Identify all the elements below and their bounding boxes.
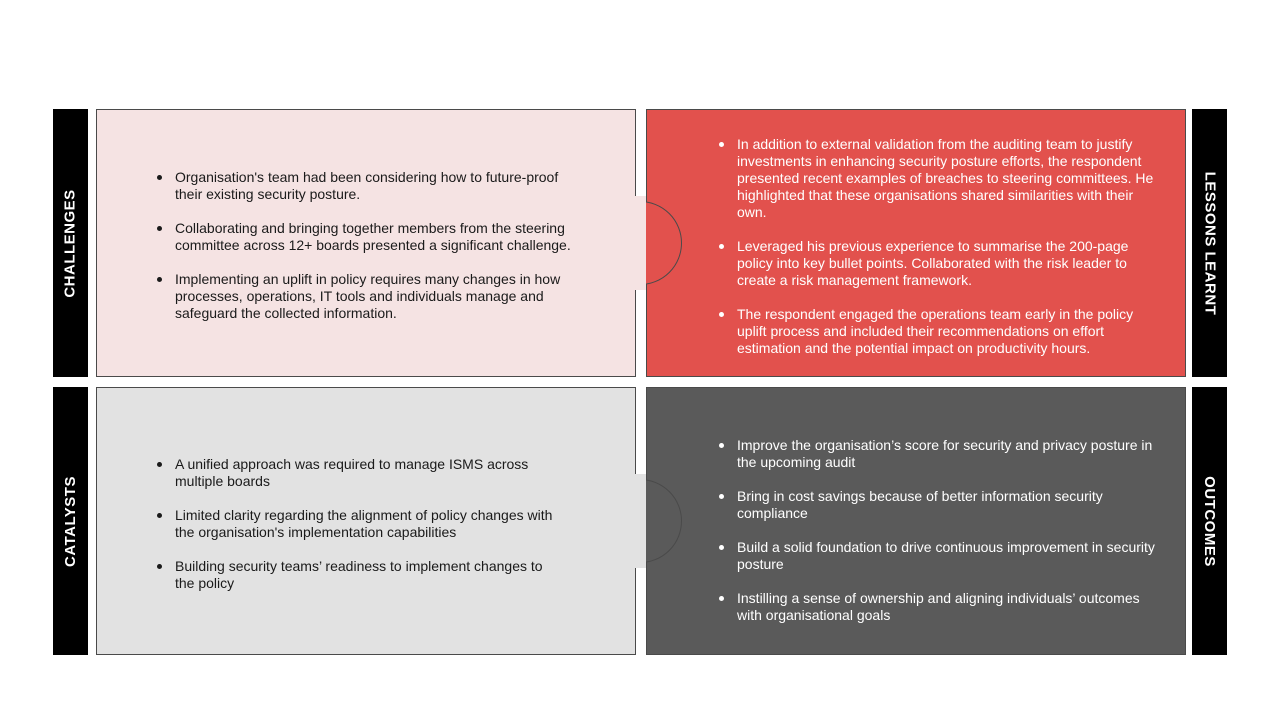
lessons-learnt-label: LESSONS LEARNT [1201, 171, 1218, 315]
lessons-learnt-item: The respondent engaged the operations team early in the policy uplift process and included their recommendations on effort estimation and the potential impact on productivity hours. [717, 306, 1157, 357]
lessons-learnt-item: In addition to external validation from the auditing team to justify investments in enhancing security posture efforts, the respondent presented recent examples of breaches to steering committees. He highlighted that these organisations shared similarities with their own. [717, 136, 1157, 221]
challenges-label-bar [53, 109, 88, 377]
lessons-learnt-list [717, 136, 1157, 357]
lessons-learnt-label-bar [1192, 109, 1227, 377]
challenges-item: Collaborating and bringing together members from the steering committee across 12+ boards presented a significant challenge. [155, 220, 575, 254]
catalysts-list [155, 456, 555, 592]
catalysts-label: CATALYSTS [62, 475, 79, 567]
catalysts-item: Building security teams’ readiness to implement changes to the policy [155, 558, 555, 592]
catalysts-item: A unified approach was required to manage ISMS across multiple boards [155, 456, 555, 490]
catalysts-panel [96, 387, 636, 655]
catalysts-item: Limited clarity regarding the alignment of policy changes with the organisation's implementation capabilities [155, 507, 555, 541]
top-knob-cover [598, 196, 646, 290]
outcomes-item: Improve the organisation’s score for security and privacy posture in the upcoming audit [717, 437, 1157, 471]
catalysts-label-bar [53, 387, 88, 655]
challenges-label: CHALLENGES [62, 188, 79, 298]
challenges-item: Implementing an uplift in policy requires many changes in how processes, operations, IT tools and individuals manage and safeguard the collected information. [155, 271, 575, 322]
lessons-learnt-panel [646, 109, 1186, 377]
lessons-learnt-item: Leveraged his previous experience to summarise the 200-page policy into key bullet points. Collaborated with the risk leader to create a risk management framework. [717, 238, 1157, 289]
challenges-item: Organisation's team had been considering how to future-proof their existing security posture. [155, 169, 575, 203]
outcomes-item: Build a solid foundation to drive continuous improvement in security posture [717, 539, 1157, 573]
bottom-knob-cover [598, 474, 646, 568]
outcomes-label: OUTCOMES [1201, 475, 1219, 567]
outcomes-panel [646, 387, 1186, 655]
outcomes-item: Bring in cost savings because of better information security compliance [717, 488, 1157, 522]
challenges-panel [96, 109, 636, 377]
outcomes-list [717, 437, 1157, 624]
outcomes-label-bar [1192, 387, 1227, 655]
outcomes-item: Instilling a sense of ownership and aligning individuals’ outcomes with organisational goals [717, 590, 1157, 624]
challenges-list [155, 169, 575, 322]
